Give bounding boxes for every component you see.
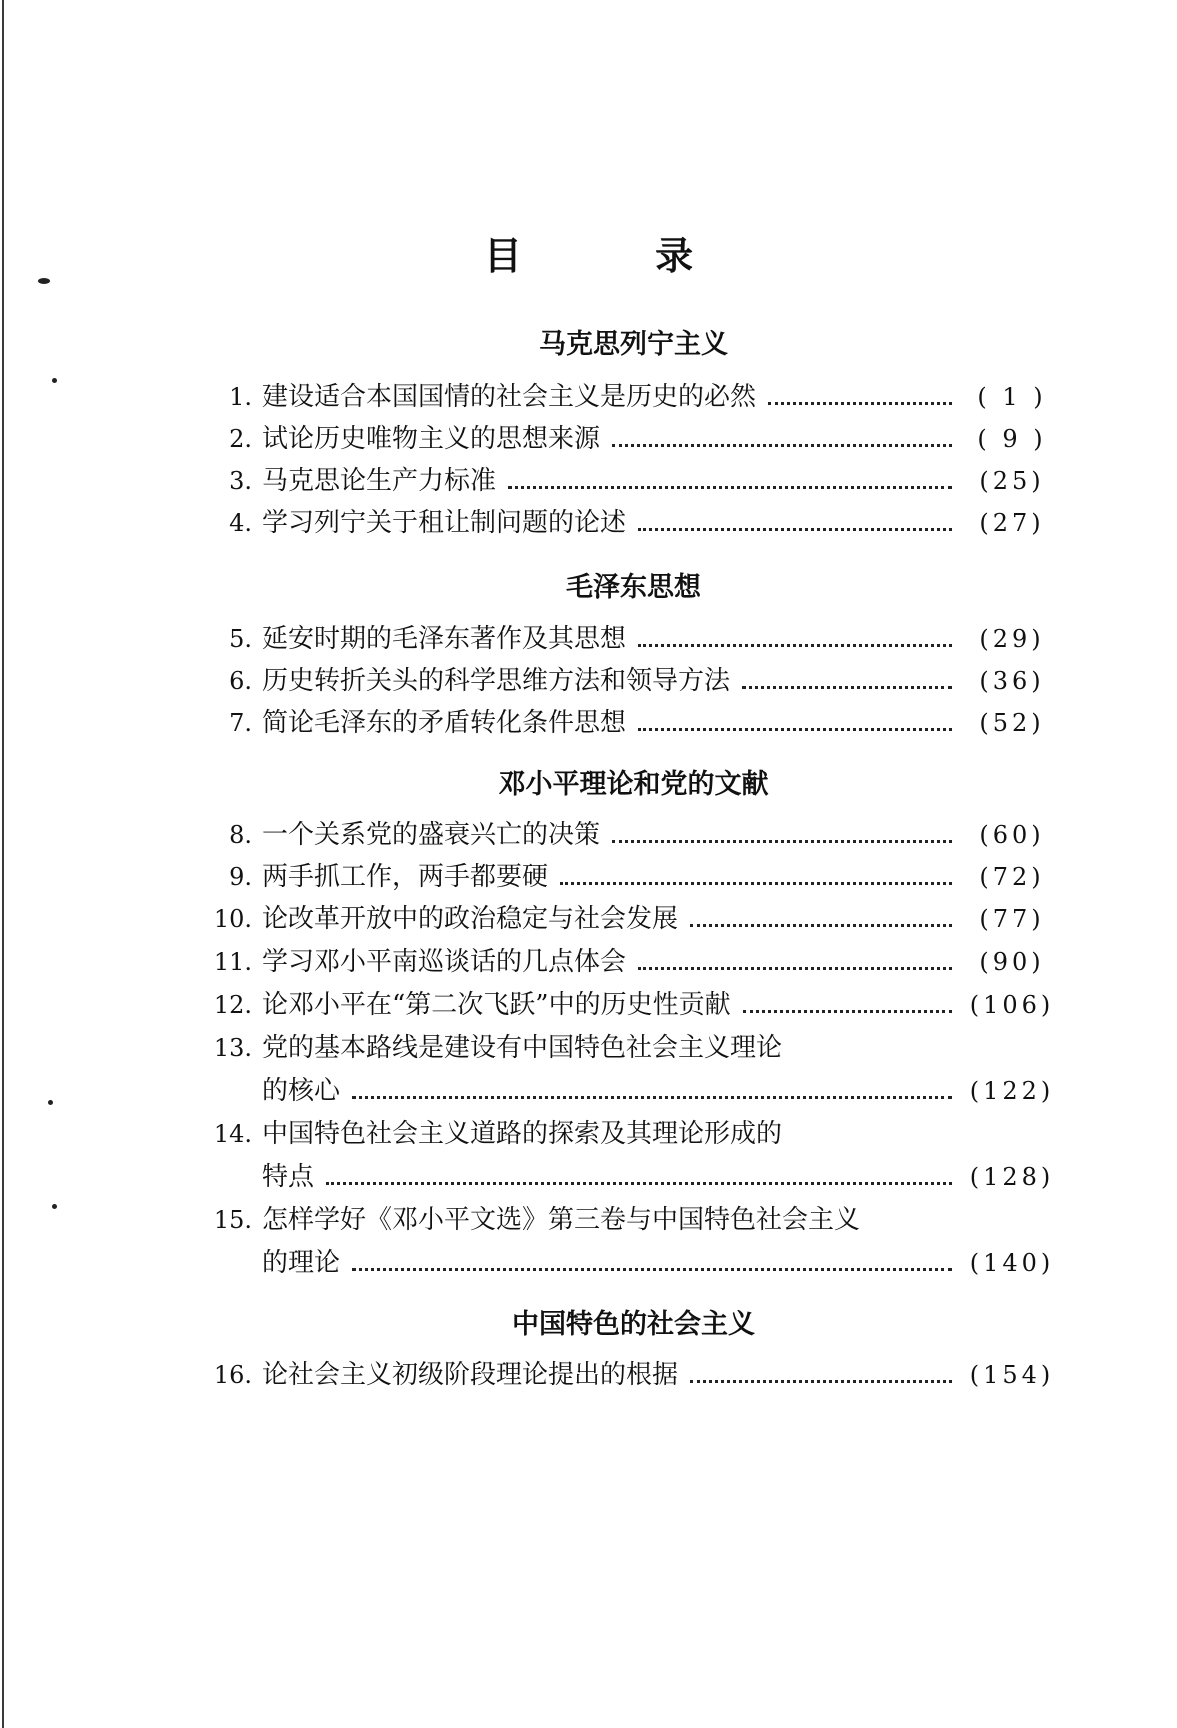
- toc-entry[interactable]: [200, 860, 1060, 894]
- toc-entry[interactable]: [200, 945, 1060, 979]
- dot-leader: [742, 686, 952, 689]
- dot-leader: [612, 444, 952, 447]
- entry-title: 学习列宁关于租让制问题的论述: [262, 508, 627, 538]
- toc-entry[interactable]: [200, 1358, 1060, 1392]
- entry-title: 两手抓工作，两手都要硬: [262, 862, 549, 892]
- toc-entry[interactable]: [200, 706, 1060, 740]
- toc-entry[interactable]: [200, 818, 1060, 852]
- toc-entry[interactable]: [200, 902, 1060, 936]
- entry-number: 14.: [213, 1120, 252, 1148]
- entry-number: 11.: [213, 948, 252, 976]
- entry-title: 一个关系党的盛衰兴亡的决策: [262, 820, 601, 850]
- entry-number: 12.: [213, 991, 252, 1019]
- dot-leader: [768, 402, 952, 405]
- dot-leader: [690, 924, 952, 927]
- dot-leader: [352, 1096, 952, 1099]
- entry-title: 论邓小平在“第二次飞跃”中的历史性贡献: [262, 990, 731, 1020]
- entry-title: 延安时期的毛泽东著作及其思想: [262, 624, 627, 654]
- entry-page: (36): [979, 667, 1045, 695]
- toc-entry[interactable]: [200, 1117, 1060, 1194]
- entry-number: 8.: [229, 821, 252, 849]
- toc-entry[interactable]: [200, 622, 1060, 656]
- entry-title: 论改革开放中的政治稳定与社会发展: [262, 904, 679, 934]
- entry-number: 4.: [229, 509, 252, 537]
- entry-number: 5.: [229, 625, 252, 653]
- section-heading: 马克思列宁主义: [539, 329, 728, 360]
- toc-entry[interactable]: [200, 664, 1060, 698]
- entry-title-continued: 的核心: [262, 1076, 341, 1106]
- toc-title: 目 录: [483, 234, 754, 278]
- entry-title: 论社会主义初级阶段理论提出的根据: [262, 1360, 679, 1390]
- dot-leader: [612, 840, 952, 843]
- section-heading: 中国特色的社会主义: [512, 1309, 755, 1340]
- entry-number: 6.: [229, 667, 252, 695]
- entry-title: 党的基本路线是建设有中国特色社会主义理论: [262, 1033, 783, 1063]
- entry-title: 简论毛泽东的矛盾转化条件思想: [262, 708, 627, 738]
- entry-number: 1.: [229, 383, 252, 411]
- dot-leader: [326, 1182, 952, 1185]
- dot-leader: [352, 1268, 952, 1271]
- entry-title: 中国特色社会主义道路的探索及其理论形成的: [262, 1119, 783, 1149]
- toc-entry[interactable]: [200, 380, 1060, 414]
- scan-speck: [52, 378, 57, 383]
- entry-number: 16.: [213, 1361, 252, 1389]
- entry-page: (154): [969, 1361, 1055, 1389]
- toc-entry[interactable]: [200, 464, 1060, 498]
- dot-leader: [743, 1010, 952, 1013]
- dot-leader: [638, 967, 952, 970]
- dot-leader: [508, 486, 952, 489]
- entry-title-continued: 特点: [262, 1162, 315, 1192]
- scan-speck: [52, 1204, 57, 1209]
- dot-leader: [560, 882, 952, 885]
- entry-number: 7.: [229, 709, 252, 737]
- entry-page: ( 9 ): [977, 425, 1047, 453]
- entry-title: 马克思论生产力标准: [262, 466, 497, 496]
- dot-leader: [690, 1380, 952, 1383]
- scan-speck: [48, 1100, 53, 1105]
- entry-page: (60): [979, 821, 1045, 849]
- toc-entry[interactable]: [200, 988, 1060, 1022]
- entry-title: 历史转折关头的科学思维方法和领导方法: [262, 666, 731, 696]
- entry-title-continued: 的理论: [262, 1248, 341, 1278]
- entry-page: (29): [979, 625, 1045, 653]
- toc-entry[interactable]: [200, 1031, 1060, 1108]
- entry-page: (72): [979, 863, 1045, 891]
- entry-page: (52): [979, 709, 1045, 737]
- entry-page: (122): [969, 1077, 1055, 1105]
- entry-page: (90): [979, 948, 1045, 976]
- toc-entry[interactable]: [200, 1203, 1060, 1280]
- entry-title: 学习邓小平南巡谈话的几点体会: [262, 947, 627, 977]
- entry-page: (77): [979, 905, 1045, 933]
- entry-page: ( 1 ): [977, 383, 1047, 411]
- dot-leader: [638, 528, 952, 531]
- entry-title: 试论历史唯物主义的思想来源: [262, 424, 601, 454]
- entry-page: (25): [979, 467, 1045, 495]
- toc-entry[interactable]: [200, 422, 1060, 456]
- entry-page: (128): [969, 1163, 1055, 1191]
- entry-page: (27): [979, 509, 1045, 537]
- section-heading: 邓小平理论和党的文献: [498, 769, 769, 800]
- dot-leader: [638, 728, 952, 731]
- entry-number: 9.: [229, 863, 252, 891]
- entry-number: 10.: [213, 905, 252, 933]
- entry-page: (140): [969, 1249, 1055, 1277]
- entry-title: 怎样学好《邓小平文选》第三卷与中国特色社会主义: [262, 1205, 861, 1235]
- entry-number: 2.: [229, 425, 252, 453]
- entry-page: (106): [969, 991, 1055, 1019]
- toc-entry[interactable]: [200, 506, 1060, 540]
- section-heading: 毛泽东思想: [566, 572, 701, 603]
- dot-leader: [638, 644, 952, 647]
- entry-number: 13.: [213, 1034, 252, 1062]
- entry-title: 建设适合本国国情的社会主义是历史的必然: [262, 382, 757, 412]
- entry-number: 3.: [229, 467, 252, 495]
- entry-number: 15.: [213, 1206, 252, 1234]
